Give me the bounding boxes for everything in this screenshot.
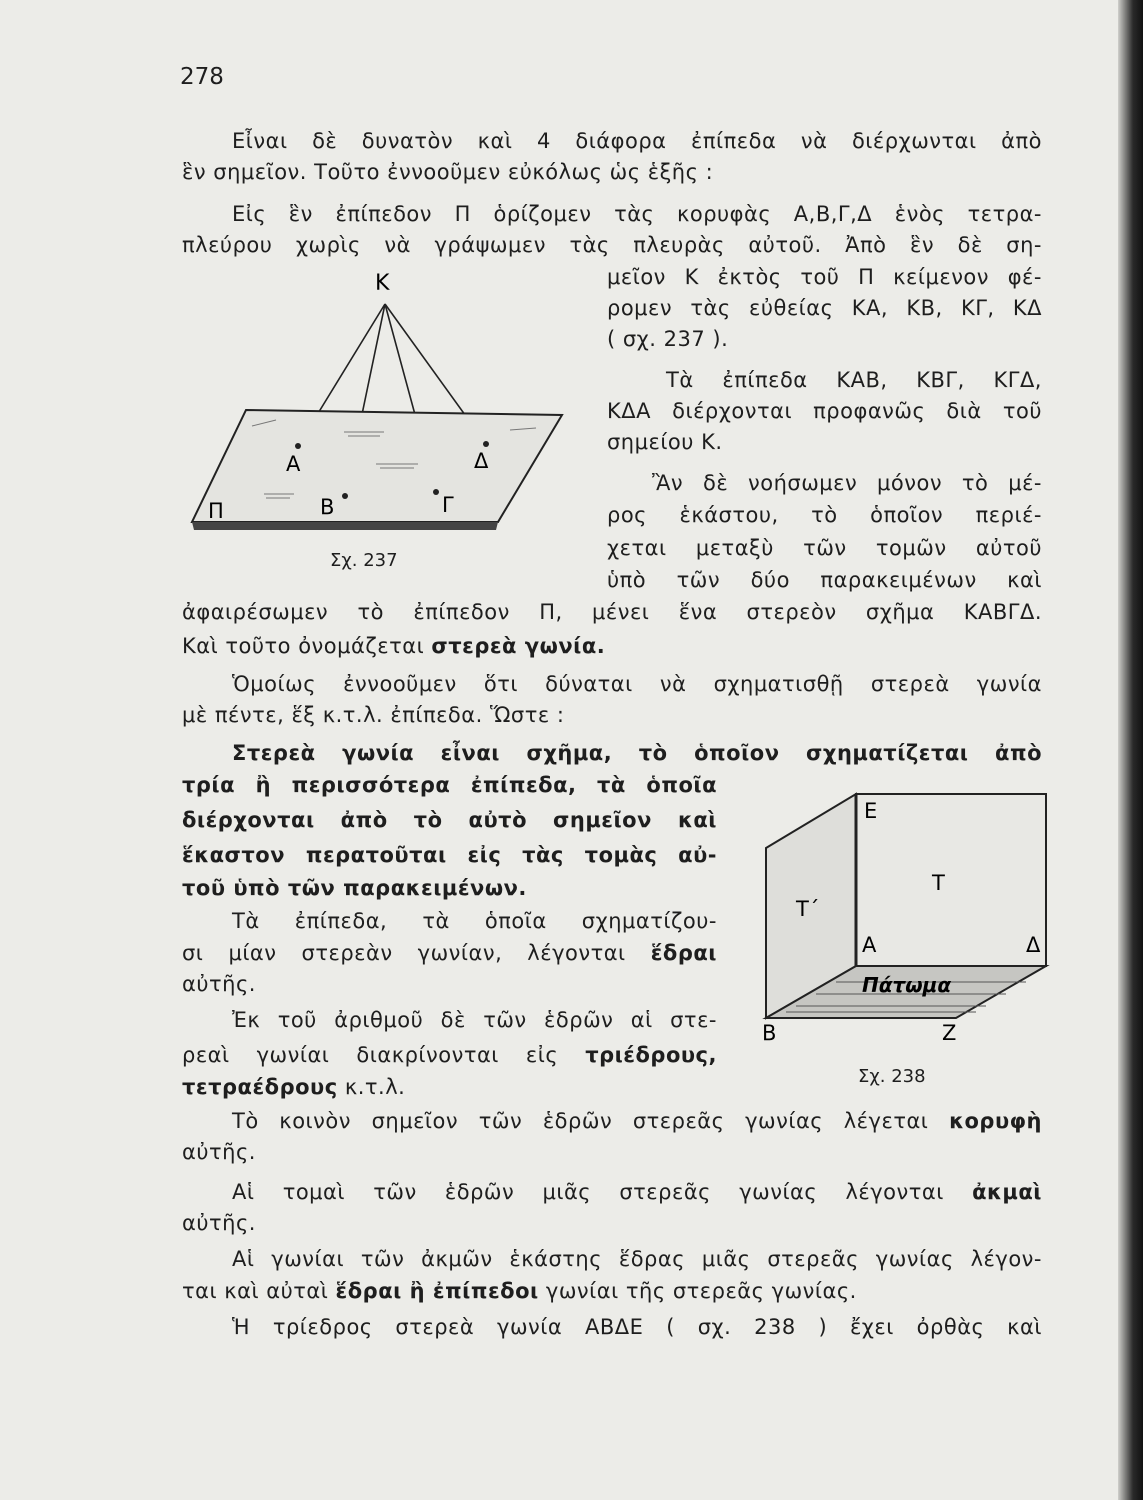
label-Z: Ζ [942,1021,957,1045]
text-span: Καὶ τοῦτο ὀνομάζεται [182,634,425,658]
point-A [295,443,301,449]
text-line: σημείου Κ. [607,430,723,454]
label-A: Α [862,933,877,957]
definition-line: τρία ἢ περισσότερα ἐπίπεδα, τὰ ὁποῖα [182,773,717,797]
text-line: Ὁμοίως ἐννοοῦμεν ὅτι δύναται νὰ σχηματισθῇ στερεὰ γωνία [232,672,1042,696]
label-T-prime: Τ΄ [796,897,820,921]
text-line: ρος ἑκάστου, τὸ ὁποῖον περιέ- [607,503,1042,527]
text-span: γωνίαι τῆς στερεᾶς γωνίας. [545,1279,857,1303]
point-G [433,489,439,495]
text-line: ΚΔΑ διέρχονται προφανῶς διὰ τοῦ [607,399,1042,423]
figure-238-box-corner [756,788,1056,1058]
text-line [182,938,717,968]
label-B: Β [762,1021,777,1045]
text-span: ρεαὶ γωνίαι διακρίνονται εἰς [182,1043,559,1067]
plane-P-edge [192,522,498,530]
definition-line: διέρχονται ἀπὸ τὸ αὐτὸ σημεῖον καὶ [182,808,717,832]
text-line: Τὰ ἐπίπεδα, τὰ ὁποῖα σχηματίζου- [232,909,717,933]
text-line: πλεύρου χωρὶς νὰ γράψωμεν τὰς πλευρὰς αὐτοῦ. Ἀπὸ ἓν δὲ ση- [182,233,1042,257]
point-D [483,441,489,447]
text-line [182,1276,1042,1306]
text-line [182,631,1042,661]
figure-237-caption: Σχ. 237 [330,550,398,571]
text-line [182,1072,717,1102]
page-number: 278 [180,64,224,90]
text-line: Αἱ γωνίαι τῶν ἀκμῶν ἑκάστης ἕδρας μιᾶς στερεᾶς γωνίας λέγον- [232,1247,1042,1271]
text-line: αὐτῆς. [182,1140,256,1164]
label-T: Τ [932,871,945,895]
figure-237-pyramid [180,268,580,558]
plane-P [192,410,562,522]
label-K: Κ [375,271,390,296]
text-line: Εἶναι δὲ δυνατὸν καὶ 4 διάφορα ἐπίπεδα νὰ διέρχωνται ἀπὸ [232,129,1042,153]
term-tetrahedral: τετραέδρους [182,1075,338,1099]
text-span: κ.τ.λ. [344,1075,406,1099]
text-line: μεῖον Κ ἐκτὸς τοῦ Π κείμενον φέ- [607,265,1042,289]
text-line: ἓν σημεῖον. Τοῦτο ἐννοοῦμεν εὐκόλως ὡς ἑξῆς : [182,160,714,184]
label-A: Α [286,452,301,476]
text-line: ρομεν τὰς εὐθείας ΚΑ, ΚΒ, ΚΓ, ΚΔ [607,296,1042,320]
label-D: Δ [1026,933,1041,957]
text-line: χεται μεταξὺ τῶν τομῶν αὐτοῦ [607,536,1042,560]
definition-line: Στερεὰ γωνία εἶναι σχῆμα, τὸ ὁποῖον σχηματίζεται ἀπὸ [232,741,1042,765]
text-line: Ἐκ τοῦ ἀριθμοῦ δὲ τῶν ἑδρῶν αἱ στε- [232,1008,717,1032]
term-trihedral: τριέδρους, [585,1043,717,1067]
text-line: αὐτῆς. [182,972,256,996]
text-span: ται καὶ αὐταὶ [182,1279,329,1303]
definition-line: ἕκαστον περατοῦται εἰς τὰς τομὰς αὐ- [182,843,717,867]
floor-label: Πάτωμα [862,973,952,997]
term-vertex: κορυφὴ [949,1109,1042,1133]
text-span: σι μίαν στερεὰν γωνίαν, λέγονται [182,941,626,965]
text-line: Τὰ ἐπίπεδα ΚΑΒ, ΚΒΓ, ΚΓΔ, [666,368,1042,392]
text-line [232,1106,1042,1136]
book-spine-shadow [1118,0,1143,1500]
text-span: Αἱ τομαὶ τῶν ἑδρῶν μιᾶς στερεᾶς γωνίας λέγονται [232,1180,944,1204]
term-face-angles: ἕδραι ἢ ἐπίπεδοι [335,1279,539,1303]
text-line: Ἡ τρίεδρος στερεὰ γωνία ΑΒΔΕ ( σχ. 238 ) ἔχει ὀρθὰς καὶ [232,1315,1042,1339]
term-faces: ἕδραι [650,941,717,965]
text-line: Ἂν δὲ νοήσωμεν μόνον τὸ μέ- [652,471,1042,495]
definition-line: τοῦ ὑπὸ τῶν παρακειμένων. [182,876,527,900]
term-edges: ἀκμαὶ [972,1180,1042,1204]
label-G: Γ [442,493,454,517]
label-D: Δ [474,449,489,473]
text-line: Εἰς ἓν ἐπίπεδον Π ὁρίζομεν τὰς κορυφὰς Α,Β,Γ,Δ ἑνὸς τετρα- [232,202,1042,226]
figure-238-caption: Σχ. 238 [858,1066,926,1087]
text-line [182,1040,717,1070]
label-P: Π [208,499,224,523]
text-line: ὑπὸ τῶν δύο παρακειμένων καὶ [607,568,1042,592]
wall-T [856,794,1046,966]
label-E: Ε [864,799,878,823]
label-B: Β [320,495,335,519]
term-solid-angle: στερεὰ γωνία. [431,634,606,658]
text-line: ἀφαιρέσωμεν τὸ ἐπίπεδον Π, μένει ἕνα στερεὸν σχῆμα ΚΑΒΓΔ. [182,600,1042,624]
text-line: ( σχ. 237 ). [607,327,729,351]
text-line: αὐτῆς. [182,1211,256,1235]
text-line: μὲ πέντε, ἕξ κ.τ.λ. ἐπίπεδα. Ὥστε : [182,703,565,727]
point-B [342,493,348,499]
text-line [232,1177,1042,1207]
text-span: Τὸ κοινὸν σημεῖον τῶν ἑδρῶν στερεᾶς γωνίας λέγεται [232,1109,929,1133]
